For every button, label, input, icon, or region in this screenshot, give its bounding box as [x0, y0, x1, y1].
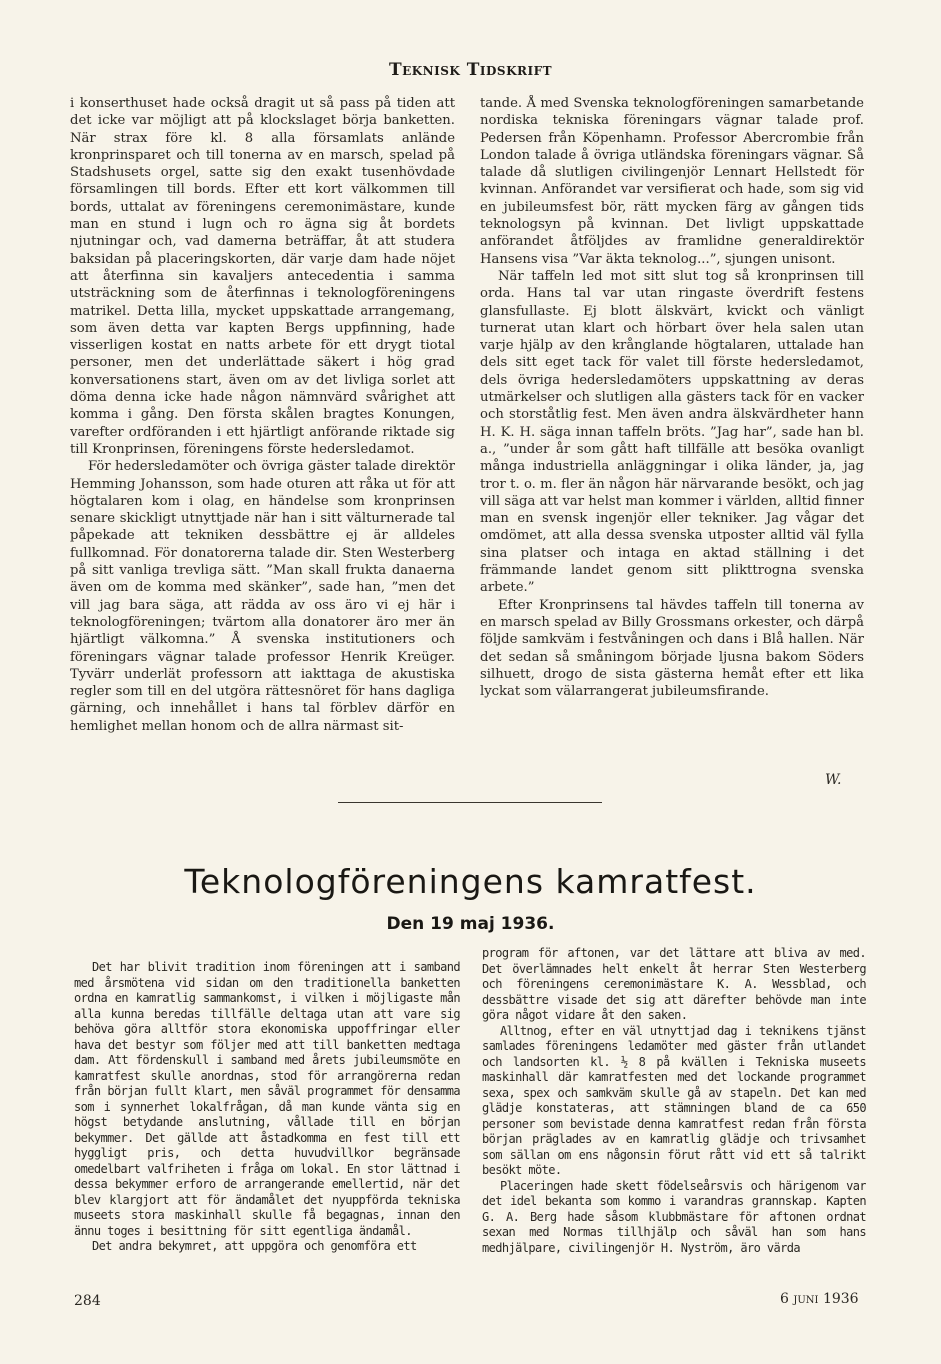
article-subtitle: Den 19 maj 1936.: [386, 914, 555, 934]
article-title: Teknologföreningens kamratfest.: [184, 862, 757, 901]
column-bottom-left: [74, 960, 460, 1280]
paragraph: Alltnog, efter en väl utnyttjad dag i teknikens tjänst samlades föreningens ledamöter med gäster från utlandet och landsorten kl. ½ 8 på kvällen i Tekniska museets maskinhall där kamratfesten med det lockande programmet sexa, spex och samkväm skulle gå av stapeln. Det kan med glädje konstateras, att stämningen bland de ca 650 personer som bevistade denna kamratfest redan från första början präglades av en kamratlig glädje och trivsamhet som sällan om ens någonsin förut rått vid ett så talrikt besökt möte.: [482, 1023, 866, 1177]
page-number: 284: [74, 1293, 101, 1309]
journal-masthead: Teknisk Tidskrift: [388, 60, 553, 80]
paragraph: Placeringen hade skett födelseårsvis och härigenom var det idel bekanta som kommo i varandras grannskap. Kapten G. A. Berg hade såsom klubbmästare för aftonen ordnat sexan med Normas tillhjälp och såväl han som hans medhjälpare, civilingenjör H. Nyström, äro värda: [482, 1178, 866, 1255]
author-signature: W.: [825, 772, 842, 788]
paragraph: tande. Å med Svenska teknologföreningen samarbetande nordiska tekniska föreningars vägnar talade prof. Pedersen från Köpenhamn. Professor Abercrombie från London talade å övriga utländska föreningars vägnar. Så talade då slutligen civilingenjör Lennart Hellstedt för kvinnan. Anförandet var versifierat och hade, som sig vid en jubileumsfest bör, rätt mycken färg av gången tids teknologsyn på kvinnan. Det livligt uppskattade anförandet åtföljdes av framlidne generaldirektör Hansens visa ”Var äkta teknolog...”, sjungen unisont.: [480, 96, 864, 267]
paragraph: När taffeln led mot sitt slut tog så kronprinsen till orda. Hans tal var utan ringaste överdrift festens glansfullaste. Ej blott älskvärt, kvickt och vänligt turnerat utan klart och hörbart över hela salen utan varje hjälp av den krånglande högtalaren, uttalade han dels sitt eget tack för valet till förste hedersledamot, dels övriga hedersledamöters uppskattning av deras utmärkelser och slutligen alla gästers tack för en vacker och storståtlig fest. Men även andra älskvärdheter hann H. K. H. säga innan taffeln bröts. ”Jag har”, sade han bl. a., ”under år som gått haft tillfälle att besöka ovanligt många industriella anläggningar i olika länder, ja, jag tror t. o. m. fler än någon här närvarande besökt, och jag vill säga att var helst man kommer i världen, alltid finner man en svensk ingenjör eller tekniker. Jag vågar det omdömet, att alla dessa svenska utposter alltid väl fylla sina platser och intaga en aktad ställning i det främmande landet genom sitt plikttrogna svenska arbete.”: [480, 268, 864, 596]
column-top-left: [70, 95, 455, 795]
paragraph: program för aftonen, var det lättare att bliva av med. Det överlämnades helt enkelt åt herrar Sten Westerberg och föreningens ceremonimästare K. A. Wessblad, och dessbättre visade det sig att därefter behövde man inte göra något vidare åt den saken.: [482, 946, 866, 1022]
paragraph: Efter Kronprinsens tal hävdes taffeln till tonerna av en marsch spelad av Billy Grossmans orkester, och därpå följde samkväm i festvåningen och dans i Blå hallen. När det sedan så småningom började ljusna bakom Söders silhuett, drogo de sista gästerna hemåt efter ett lika lyckat som välarrangerat jubileumsfirande.: [480, 597, 864, 700]
paragraph: Det har blivit tradition inom föreningen att i samband med årsmötena vid sidan om den traditionella banketten ordna en kamratlig sammankomst, i vilken i möjligaste mån alla kunna beredas tillfälle deltaga utan att vare sig behöva göra alltför stora ekonomiska uppoffringar eller hava det bestyr som följer med att till banketten medtaga dam. Att fördenskull i samband med årets jubileumsmöte en kamratfest skulle anordnas, stod för arrangörerna redan från början fullt klart, men såväl programmet för densamma som i synnerhet lokalfrågan, då man kunde vänta sig en högst betydande anslutning, vållade till en början bekymmer. Det gällde att åstadkomma en fest till ett hyggligt pris, och detta huvudvillkor begränsade omedelbart valfriheten i fråga om lokal. En stor lättnad i dessa bekymmer erforo de arrangerande emellertid, när det blev klargjort att för ändamålet det nyuppförda tekniska museets stora maskinhall skulle få begagnas, innan den ännu toges i besittning för sitt egentliga ändamål.: [74, 960, 460, 1238]
issue-date: 6 juni 1936: [780, 1291, 859, 1307]
column-bottom-right: [482, 946, 866, 1286]
column-top-right: [480, 95, 864, 795]
paragraph: i konserthuset hade också dragit ut så pass på tiden att det icke var möjligt att på klockslaget börja banketten. När strax före kl. 8 alla församlats anlände kronprinsparet och till tonerna av en marsch, spelad på Stadshusets orgel, satte sig den exakt tusenhövdade församlingen till bords. Efter ett kort välkommen till bords, uttalat av föreningens ceremonimästare, kunde man en stund i lugn och ro ägna sig åt bordets njutningar och, vad damerna beträffar, åt att studera baksidan på placeringskorten, där varje dam hade nöjet att återfinna sin kavaljers antecedentia i samma utsträckning som de återfinnas i teknologföreningens matrikel. Detta lilla, mycket uppskattade arrangemang, som även detta var kapten Bergs uppfinning, hade visserligen kostat en natts arbete för ett drygt tiotal personer, men det underlättade säkert i hög grad konversationens start, även om av det livliga sorlet att döma denna icke hade någon nämnvärd svårighet att komma i gång. Den första skålen bragtes Konungen, varefter ordföranden i ett hjärtligt anförande riktade sig till Kronprinsen, föreningens förste hedersledamot.: [70, 96, 455, 457]
section-divider: [338, 802, 602, 803]
paragraph: För hedersledamöter och övriga gäster talade direktör Hemming Johansson, som hade oturen att råka ut för att högtalaren kom i olag, en händelse som kronprinsen senare skickligt utnyttjade när han i sitt välturnerade tal påpekade att tekniken dessbättre ej är alldeles fullkomnad. För donatorerna talade dir. Sten Westerberg på sitt vanliga trevliga sätt. ”Man skall frukta danaerna även om de komma med skänker”, sade han, ”men det vill jag bara säga, att rädda av oss äro vi ej här i teknologföreningen; tvärtom alla donatorer äro mer än hjärtligt välkomna.” Å svenska institutioners och föreningars vägnar talade professor Henrik Kreüger. Tyvärr underlät professorn att iakttaga de akustiska regler som till en del utgöra rättesnöret för hans dagliga gärning, och innehållet i hans tal förblev därför en hemlighet mellan honom och de allra närmast sit-: [70, 459, 455, 734]
paragraph: Det andra bekymret, att uppgöra och genomföra ett: [92, 1239, 417, 1253]
